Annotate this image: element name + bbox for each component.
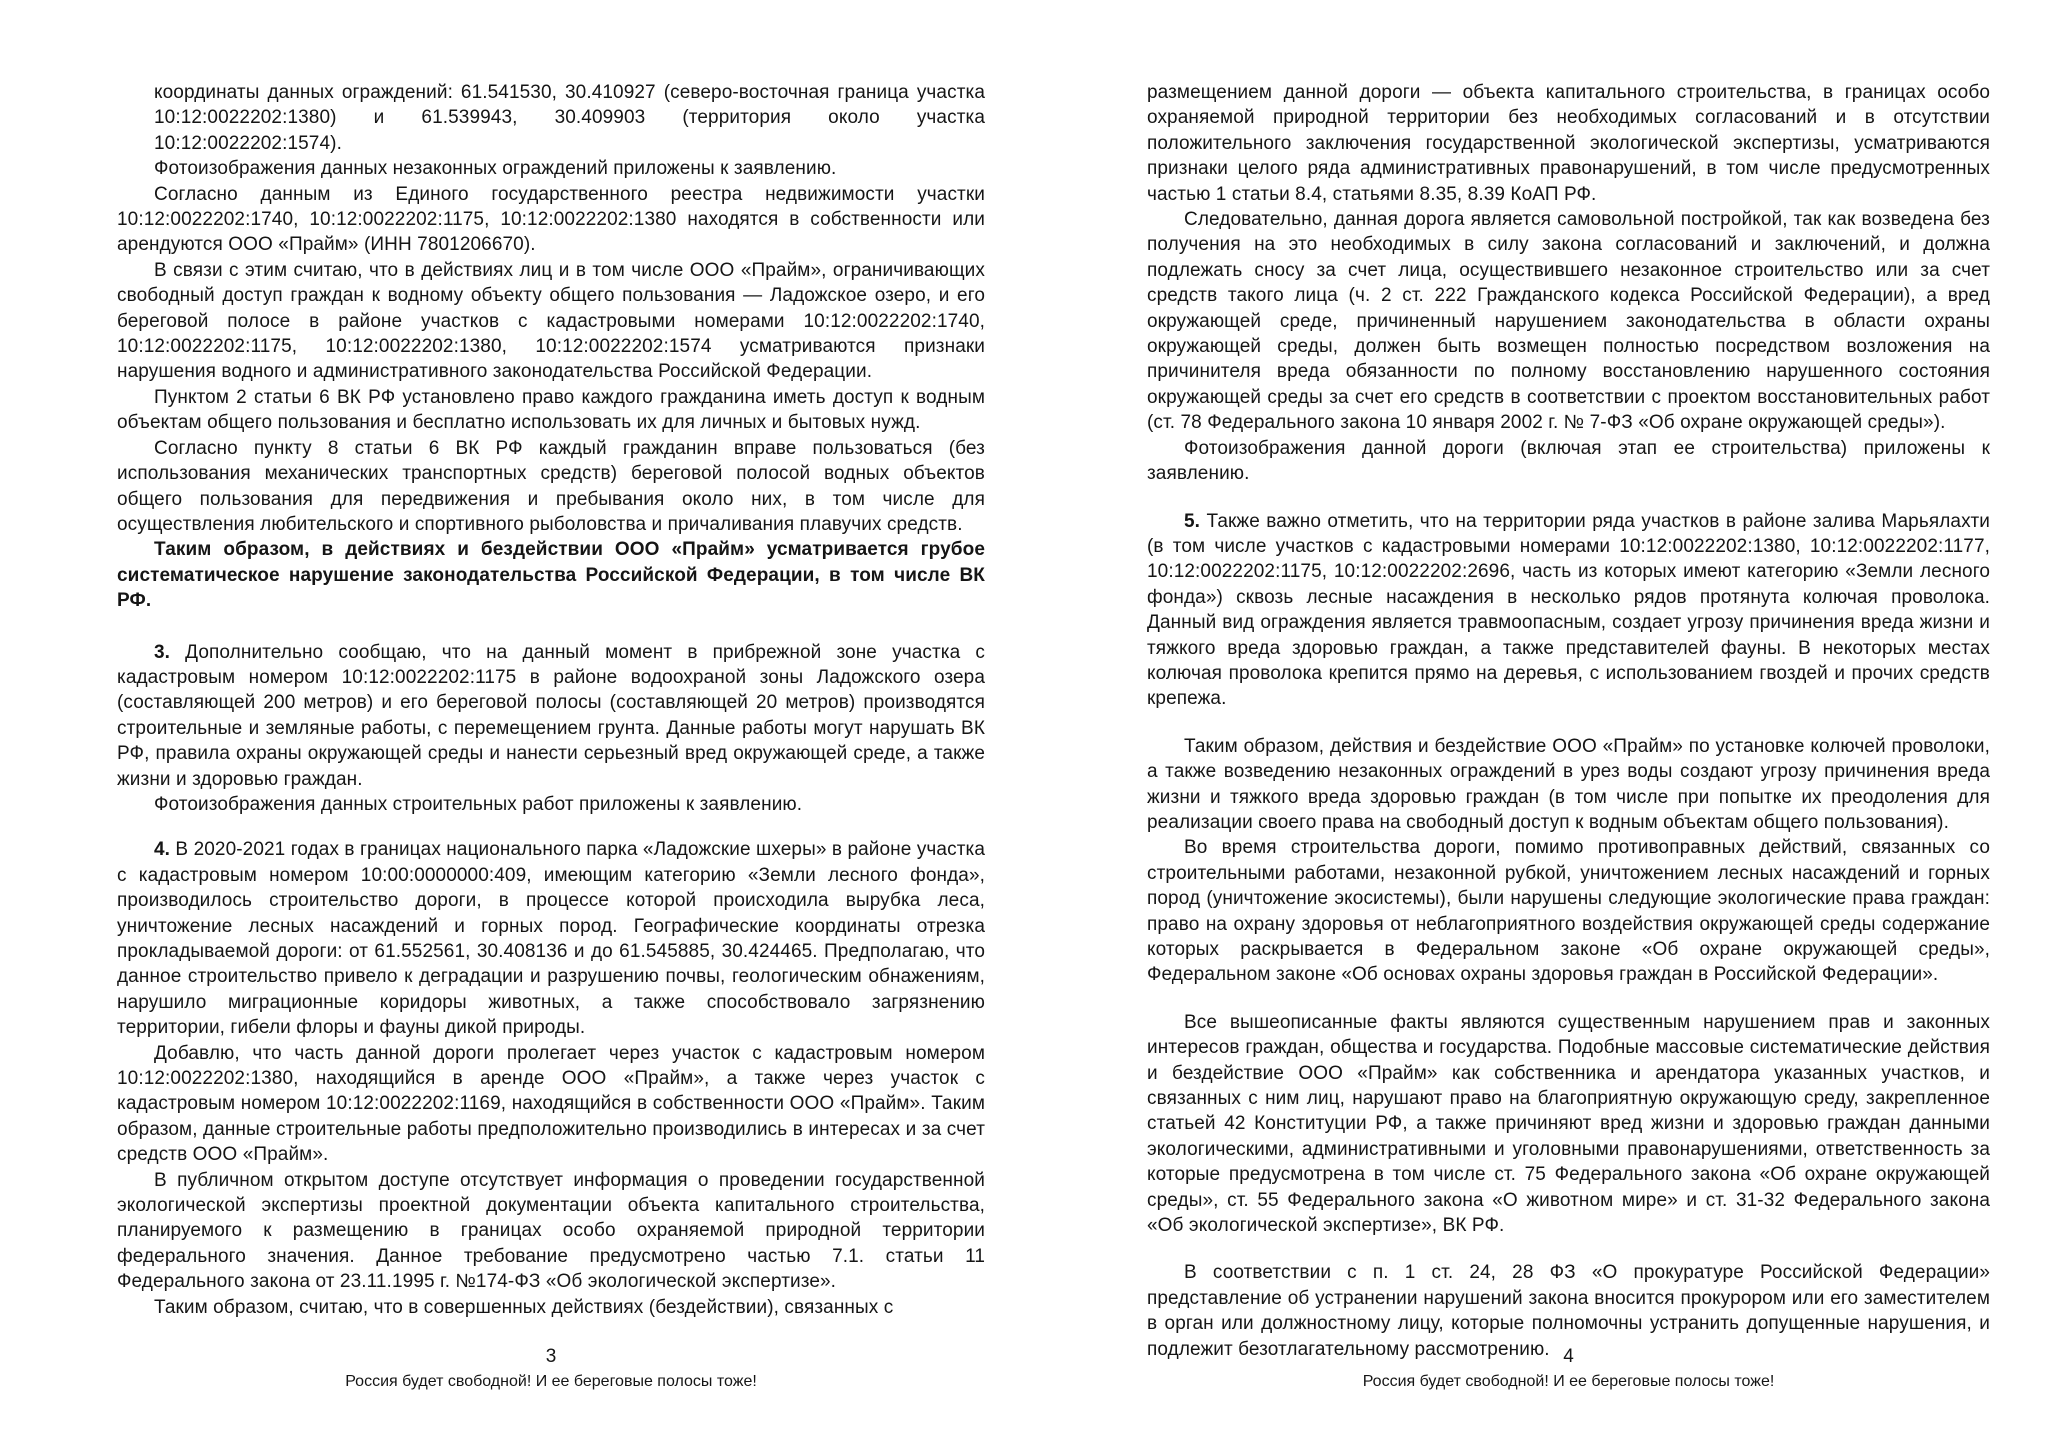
paragraph-all-facts: Все вышеописанные факты являются существенным нарушением прав и законных интересов граждан, общества и государства. Подобные массовые систематические действия и бездействие ООО «Прайм» как собственника и арендатора указанных участков, и связанных с ним лиц, нарушают право на благоприятную окружающую среду, закрепленное статьей 42 Конституции РФ, а также причиняют вред жизни и здоровью граждан данными экологическими, административными и уголовными правонарушениями, ответственность за которые предусмотрена в том числе ст. 75 Федерального закона «Об охране окружающей среды», ст. 55 Федерального закона «О животном мире» и ст. 31-32 Федерального закона «Об экологической экспертизе», ВК РФ. [1147, 1011, 1990, 1237]
paragraph-item-4 [117, 837, 985, 1040]
page-number: 4 [1563, 1346, 1574, 1367]
paragraph-violation-signs: В связи с этим считаю, что в действиях лиц и в том числе ООО «Прайм», ограничивающих свободный доступ граждан к водному объекту общего пользования — Ладожское озеро, и его береговой полосе в районе участков с кадастровыми номерами 10:12:0022202:1740, 10:12:0022202:1175, 10:12:0022202:1380, 10:12:0022202:1574 усматриваются признаки нарушения водного и административного законодательства Российской Федерации. [117, 259, 985, 383]
footer-slogan: Россия будет свободной! И ее береговые полосы тоже! [1362, 1373, 1775, 1390]
paragraph-conclusion-bold: Таким образом, в действиях и бездействии ООО «Прайм» усматривается грубое систематическое нарушение законодательства Российской Федерации, в том числе ВК РФ. [117, 539, 985, 612]
document-page-4 [1147, 80, 1990, 1362]
paragraph-egrn-data: Согласно данным из Единого государственного реестра недвижимости участки 10:12:0022202:1740, 10:12:0022202:1175, 10:12:0022202:1380 находятся в собственности или арендуются ООО «Прайм» (ИНН 7801206670). [117, 183, 985, 256]
paragraph-barbed-wire-threat: Таким образом, действия и бездействие ООО «Прайм» по установке колючей проволоки, а также возведению незаконных ограждений в урез воды создают угрозу причинения вреда жизни и тяжкого вреда здоровью граждан (в том числе при попытке их преодоления для реализации своего права на свободный доступ к водным объектам общего пользования). [1147, 735, 1990, 833]
paragraph-text: В 2020-2021 годах в границах национального парка «Ладожские шхеры» в районе участка с кадастровым номером 10:00:0000000:409, имеющим категорию «Земли лесного фонда», производилось строительство дороги, в процессе которой происходила вырубка леса, уничтожение лесных насаждений и горных пород. Географические координаты отрезка прокладываемой дороги: от 61.552561, 30.408136 и до 61.545885, 30.424465. Предполагаю, что данное строительство привело к деградации и разрушению почвы, геологическим обнажениям, нарушило миграционные коридоры животных, а также способствовало загрязнению территории, гибели флоры и фауны дикой природы. [117, 839, 985, 1039]
paragraph-item-5 [1147, 509, 1990, 712]
paragraph-prosecutor-law: В соответствии с п. 1 ст. 24, 28 ФЗ «О прокуратуре Российской Федерации» представление об устранении нарушений закона вносится прокурором или его заместителем в орган или должностному лицу, которые полномочны устранить допущенные нарушения, и подлежит безотлагательному рассмотрению. [1147, 1262, 1990, 1360]
item-number-5: 5. [1184, 510, 1201, 532]
paragraph-coordinates-fences: координаты данных ограждений: 61.541530, 30.410927 (северо-восточная граница участка 10:12:0022202:1380) и 61.539943, 30.409903 (территория около участка 10:12:0022202:1574). [154, 82, 985, 154]
paragraph-ecological-rights: Во время строительства дороги, помимо противоправных действий, связанных со строительными работами, незаконной рубкой, уничтожением лесных насаждений и горных пород (уничтожение экосистемы), были нарушены следующие экологические права граждан: право на охрану здоровья от неблагоприятного воздействия окружающей среды содержание которых раскрывается в Федеральном законе «Об охране окружающей среды», Федеральном законе «Об основах охраны здоровья граждан в Российской Федерации». [1147, 837, 1990, 986]
footer-page-4 [1147, 1344, 1990, 1393]
paragraph-road-placement: размещением данной дороги — объекта капитального строительства, в границах особо охраняемой природной территории без необходимых согласований и в отсутствии положительного заключения государственной экологической экспертизы, усматриваются признаки целого ряда административных правонарушений, в том числе предусмотренных частью 1 статьи 8.4, статьями 8.35, 8.39 КоАП РФ. [1147, 82, 1990, 205]
paragraph-road-through-plots: Добавлю, что часть данной дороги пролегает через участок с кадастровым номером 10:12:0022202:1380, находящийся в аренде ООО «Прайм», а также через участок с кадастровым номером 10:12:0022202:1169, находящийся в собственности ООО «Прайм». Таким образом, данные строительные работы предположительно производились в интересах и за счет средств ООО «Прайм». [117, 1042, 985, 1166]
paragraph-photos-construction: Фотоизображения данных строительных работ приложены к заявлению. [154, 793, 803, 815]
paragraph-no-expertise-info: В публичном открытом доступе отсутствует информация о проведении государственной экологической экспертизы проектной документации объекта капитального строительства, планируемого к размещению в границах особо охраняемой природной территории федерального значения. Данное требование предусмотрено частью 7.1. статьи 11 Федерального закона от 23.11.1995 г. №174-ФЗ «Об экологической экспертизе». [117, 1169, 985, 1293]
paragraph-vk-rf-point2: Пунктом 2 статьи 6 ВК РФ установлено право каждого гражданина иметь доступ к водным объектам общего пользования и бесплатно использовать их для личных и бытовых нужд. [117, 386, 985, 434]
paragraph-text: Также важно отметить, что на территории ряда участков в районе залива Марьялахти (в том числе участков с кадастровыми номерами 10:12:0022202:1380, 10:12:0022202:1177, 10:12:0022202:1175, 10:12:0022202:2696, часть из которых имеют категорию «Земли лесного фонда») сквозь лесные насаждения в несколько рядов протянута колючая проволока. Данный вид ограждения является травмоопасным, создает угрозу причинения вреда жизни и тяжкого вреда здоровью граждан, а также представителей фауны. В некоторых местах колючая проволока крепится прямо на деревья, с использованием гвоздей и прочих средств крепежа. [1147, 510, 1990, 710]
paragraph-photos-road: Фотоизображения данной дороги (включая этап ее строительства) приложены к заявлению. [1147, 437, 1990, 485]
item-number-3: 3. [154, 641, 171, 663]
footer-page-3 [117, 1344, 985, 1393]
paragraph-vk-rf-point8: Согласно пункту 8 статьи 6 ВК РФ каждый гражданин вправе пользоваться (без использования механических транспортных средств) береговой полосой водных объектов общего пользования для передвижения и пребывания около них, в том числе для осуществления любительского и спортивного рыболовства и причаливания плавучих средств. [117, 437, 985, 535]
paragraph-text: Дополнительно сообщаю, что на данный момент в прибрежной зоне участка с кадастровым номером 10:12:0022202:1175 в районе водоохраной зоны Ладожского озера (составляющей 200 метров) и его береговой полосы (составляющей 20 метров) производятся строительные и земляные работы, с перемещением грунта. Данные работы могут нарушать ВК РФ, правила охраны окружающей среды и нанести серьезный вред окружающей среде, а также жизни и здоровью граждан. [117, 641, 985, 790]
document-page-3 [117, 80, 985, 1320]
footer-slogan: Россия будет свободной! И ее береговые полосы тоже! [345, 1373, 757, 1390]
paragraph-photos-fences: Фотоизображения данных незаконных ограждений приложены к заявлению. [154, 158, 837, 180]
paragraph-unauthorized-construction: Следовательно, данная дорога является самовольной постройкой, так как возведена без получения на это необходимых в силу закона согласований и заключений, и должна подлежать сносу за счет лица, осуществившего незаконное строительство или за счет средств такого лица (ч. 2 ст. 222 Гражданского кодекса Российской Федерации), а вред окружающей среде, причиненный нарушением законодательства в области охраны окружающей среды, должен быть возмещен полностью посредством возложения на причинителя вреда обязанности по полному восстановлению нарушенного состояния окружающей среды за счет его средств в соответствии с проектом восстановительных работ (ст. 78 Федерального закона 10 января 2002 г. № 7-ФЗ «Об охране окружающей среды»). [1147, 209, 1990, 434]
page-number: 3 [545, 1346, 557, 1367]
paragraph-thus-actions: Таким образом, считаю, что в совершенных действиях (бездействии), связанных с [154, 1296, 894, 1318]
paragraph-item-3 [117, 640, 985, 792]
item-number-4: 4. [154, 839, 171, 861]
